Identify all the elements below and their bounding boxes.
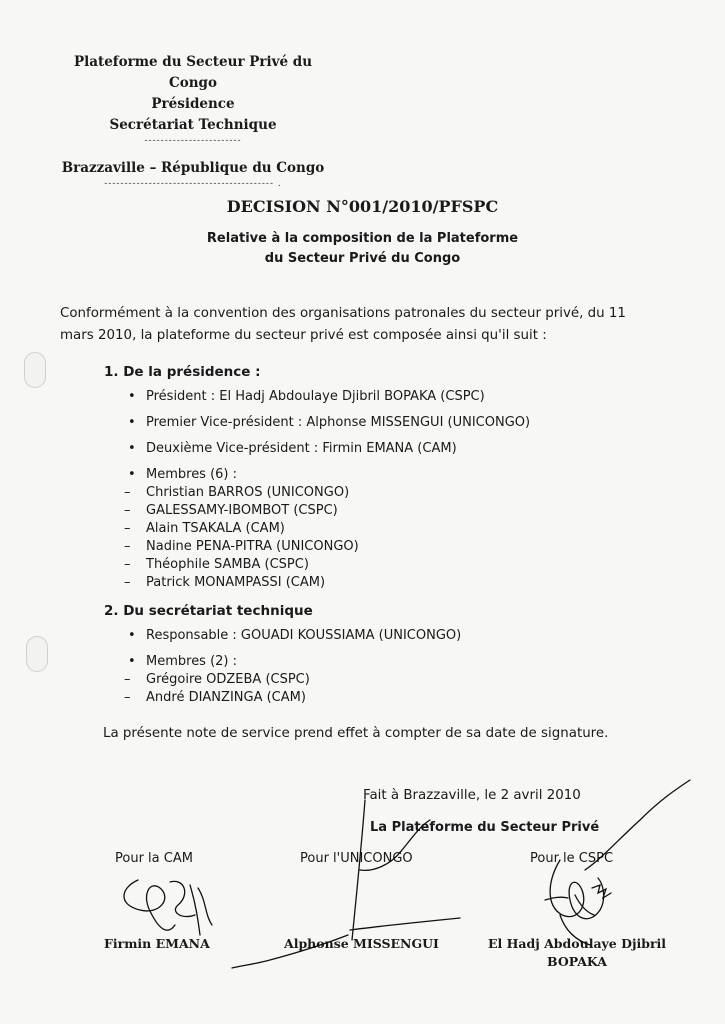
pour-unicongo-label: Pour l'UNICONGO	[300, 851, 413, 866]
member-item: – Christian BARROS (UNICONGO)	[124, 484, 530, 502]
signatory-name-cspc	[482, 935, 672, 971]
list-item: • Membres (2) :	[124, 651, 461, 677]
list-item: • Président : El Hadj Abdoulaye Djibril BOPAKA (CSPC)	[124, 386, 530, 412]
member-item: – GALESSAMY-IBOMBOT (CSPC)	[124, 502, 530, 520]
document-title: DECISION N°001/2010/PFSPC	[226, 197, 499, 216]
list-item: • Membres (6) :	[124, 464, 530, 490]
signatory-name-line: El Hadj Abdoulaye Djibril	[487, 936, 667, 951]
org-name: Plateforme du Secteur Privé du Congo	[73, 54, 313, 91]
letterhead	[58, 52, 328, 189]
document-subtitle	[0, 229, 725, 269]
secretariat-list	[124, 625, 461, 713]
signatory-org: La Plateforme du Secteur Privé	[370, 820, 600, 835]
member-item: – Alain TSAKALA (CAM)	[124, 520, 530, 538]
closing-statement: La présente note de service prend effet à compter de sa date de signature.	[103, 726, 609, 741]
signatory-name-cam: Firmin EMANA	[104, 936, 210, 951]
member-item: – André DIANZINGA (CAM)	[124, 689, 461, 707]
signatory-name-unicongo: Alphonse MISSENGUI	[284, 936, 439, 951]
signature-cspc-scribble	[592, 885, 611, 898]
presidence-list	[124, 386, 530, 598]
subtitle-line: du Secteur Privé du Congo	[264, 251, 461, 266]
member-item: – Grégoire ODZEBA (CSPC)	[124, 671, 461, 689]
section-heading: 1. De la présidence :	[104, 364, 261, 380]
intro-paragraph: Conformément à la convention des organisations patronales du secteur privé, du 11 mars 2010, la plateforme du secteur privé est composée ainsi qu'il suit :	[60, 306, 626, 343]
presidence-label: Présidence	[151, 96, 235, 112]
place-date: Fait à Brazzaville, le 2 avril 2010	[363, 788, 581, 803]
list-item: • Deuxième Vice-président : Firmin EMANA (CAM)	[124, 438, 530, 464]
city-label: Brazzaville – République du Congo	[61, 160, 325, 176]
list-item: • Premier Vice-président : Alphonse MISSENGUI (UNICONGO)	[124, 412, 530, 438]
separator: ------------------------	[144, 136, 242, 146]
pour-cspc-label: Pour le CSPC	[530, 851, 614, 866]
signature-cam	[124, 880, 212, 935]
members-list	[124, 671, 461, 707]
members-list	[124, 484, 530, 592]
list-item: • Responsable : GOUADI KOUSSIAMA (UNICONGO)	[124, 625, 461, 651]
separator: ------------------------------------------ .	[104, 179, 282, 189]
punch-hole	[24, 352, 46, 388]
pour-cam-label: Pour la CAM	[115, 851, 193, 866]
member-item: – Nadine PENA-PITRA (UNICONGO)	[124, 538, 530, 556]
signatory-name-line: BOPAKA	[547, 954, 607, 969]
member-item: – Théophile SAMBA (CSPC)	[124, 556, 530, 574]
section-heading: 2. Du secrétariat technique	[104, 603, 313, 619]
punch-hole	[26, 636, 48, 672]
member-item: – Patrick MONAMPASSI (CAM)	[124, 574, 530, 592]
subtitle-line: Relative à la composition de la Plateforme	[206, 231, 519, 246]
secretariat-label: Secrétariat Technique	[109, 117, 277, 133]
